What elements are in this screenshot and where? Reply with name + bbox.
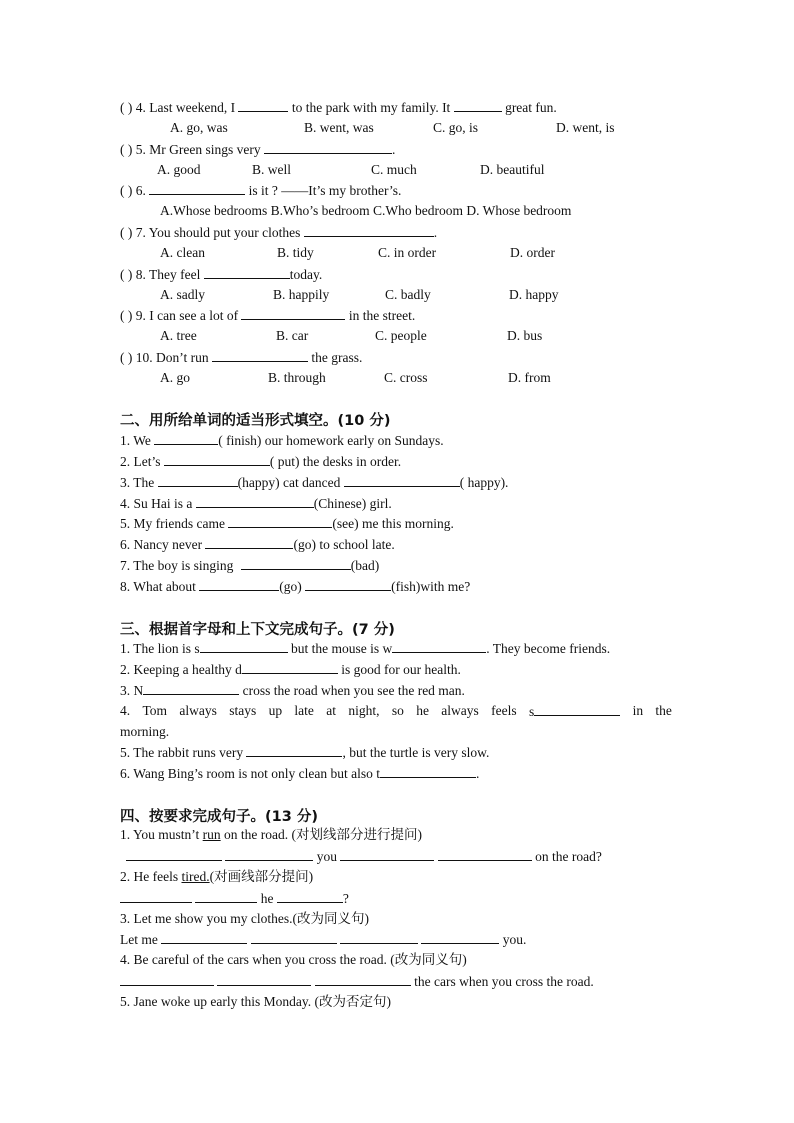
blank[interactable] xyxy=(454,99,502,112)
transform-1: 1. You mustn’t run on the road. (对划线部分进行提问) xyxy=(120,827,423,842)
option-c: C. in order xyxy=(378,245,437,260)
blank[interactable] xyxy=(392,640,486,653)
option-d: D. bus xyxy=(507,328,543,343)
answer-paren: ( ) xyxy=(120,350,133,365)
blank[interactable] xyxy=(212,349,308,362)
transform-3: 3. Let me show you my clothes.(改为同义句) xyxy=(120,911,369,926)
option-a: A. sadly xyxy=(160,287,205,302)
sentence-3: 3. N cross the road when you see the red man. xyxy=(120,683,465,698)
blank[interactable] xyxy=(380,765,476,778)
question-9: ( ) 9. I can see a lot of in the street. xyxy=(120,308,416,323)
transform-4: 4. Be careful of the cars when you cross the road. (改为同义句) xyxy=(120,952,467,967)
blank[interactable] xyxy=(304,224,434,237)
answer-line-4: the cars when you cross the road. xyxy=(120,973,594,990)
blank[interactable] xyxy=(143,682,239,695)
answer-paren: ( ) xyxy=(120,267,133,282)
answer-line-3: Let me you. xyxy=(120,932,527,947)
blank[interactable] xyxy=(204,266,290,279)
blank[interactable] xyxy=(438,848,532,861)
blank[interactable] xyxy=(241,307,345,320)
answer-paren: ( ) xyxy=(120,100,133,115)
question-8: ( ) 8. They feel today. xyxy=(120,267,323,282)
answer-line-2: he ? xyxy=(120,890,349,907)
blank[interactable] xyxy=(534,703,620,716)
blank[interactable] xyxy=(264,141,392,154)
option-c: C. much xyxy=(371,162,417,177)
question-5: ( ) 5. Mr Green sings very . xyxy=(120,142,396,157)
fill-line-8: 8. What about (go) (fish)with me? xyxy=(120,579,471,594)
underlined-word: run xyxy=(202,827,221,842)
blank[interactable] xyxy=(149,182,245,195)
blank[interactable] xyxy=(277,890,343,903)
option-a: A. good xyxy=(157,162,201,177)
blank[interactable] xyxy=(120,973,214,986)
answer-paren: ( ) xyxy=(120,225,133,240)
blank[interactable] xyxy=(195,890,257,903)
blank[interactable] xyxy=(164,453,270,466)
blank[interactable] xyxy=(154,432,218,445)
question-6: ( ) 6. is it ? ——It’s my brother’s. xyxy=(120,183,402,198)
blank[interactable] xyxy=(241,557,351,570)
fill-line-2: 2. Let’s ( put) the desks in order. xyxy=(120,454,402,469)
answer-line-1: you on the road? xyxy=(126,848,602,865)
option-c: C. people xyxy=(375,328,427,343)
answer-paren: ( ) xyxy=(120,183,133,198)
blank[interactable] xyxy=(246,744,342,757)
option-b: B. went, was xyxy=(304,120,374,135)
answer-paren: ( ) xyxy=(120,308,133,323)
option-c: C. go, is xyxy=(433,120,479,135)
blank[interactable] xyxy=(126,848,222,861)
sentence-1: 1. The lion is s but the mouse is w . They become friends. xyxy=(120,641,611,656)
blank[interactable] xyxy=(340,931,418,944)
option-b: B. car xyxy=(276,328,309,343)
option-a: A. tree xyxy=(160,328,197,343)
option-d: D. went, is xyxy=(556,120,615,135)
blank[interactable] xyxy=(251,931,337,944)
section-title-2: 二、用所给单词的适当形式填空。(10 分) xyxy=(120,413,391,429)
blank[interactable] xyxy=(305,578,391,591)
answer-paren: ( ) xyxy=(120,142,133,157)
option-b: B. through xyxy=(268,370,326,385)
blank[interactable] xyxy=(225,848,313,861)
fill-line-3: 3. The (happy) cat danced ( happy). xyxy=(120,475,509,490)
fill-line-5: 5. My friends came (see) me this morning. xyxy=(120,516,454,531)
option-d: D. beautiful xyxy=(480,162,545,177)
option-b: B. tidy xyxy=(277,245,314,260)
option-a: A. go xyxy=(160,370,190,385)
sentence-6: 6. Wang Bing’s room is not only clean but also t . xyxy=(120,766,480,781)
blank[interactable] xyxy=(344,474,460,487)
blank[interactable] xyxy=(161,931,247,944)
fill-line-6: 6. Nancy never (go) to school late. xyxy=(120,537,395,552)
blank[interactable] xyxy=(340,848,434,861)
question-4: ( ) 4. Last weekend, I to the park with my family. It great fun. xyxy=(120,100,557,115)
fill-line-1: 1. We ( finish) our homework early on Sundays. xyxy=(120,433,444,448)
blank[interactable] xyxy=(228,515,332,528)
section-title-4: 四、按要求完成句子。(13 分) xyxy=(120,809,318,825)
blank[interactable] xyxy=(205,536,293,549)
fill-line-7: 7. The boy is singing (bad) xyxy=(120,558,380,573)
option-d: D. from xyxy=(508,370,551,385)
option-a: A. clean xyxy=(160,245,205,260)
blank[interactable] xyxy=(238,99,288,112)
options-line: A.Whose bedrooms B.Who’s bedroom C.Who bedroom D. Whose bedroom xyxy=(160,203,572,218)
question-10: ( ) 10. Don’t run the grass. xyxy=(120,350,363,365)
option-b: B. happily xyxy=(273,287,330,302)
sentence-4-continued: morning. xyxy=(120,724,170,739)
option-a: A. go, was xyxy=(170,120,228,135)
blank[interactable] xyxy=(421,931,499,944)
blank[interactable] xyxy=(217,973,311,986)
fill-line-4: 4. Su Hai is a (Chinese) girl. xyxy=(120,496,392,511)
question-7: ( ) 7. You should put your clothes . xyxy=(120,225,438,240)
option-c: C. cross xyxy=(384,370,428,385)
option-d: D. happy xyxy=(509,287,559,302)
blank[interactable] xyxy=(196,495,314,508)
blank[interactable] xyxy=(242,661,338,674)
blank[interactable] xyxy=(199,578,279,591)
blank[interactable] xyxy=(158,474,238,487)
blank[interactable] xyxy=(200,640,288,653)
blank[interactable] xyxy=(315,973,411,986)
underlined-word: tired. xyxy=(181,869,210,884)
transform-2: 2. He feels tired.(对画线部分提问) xyxy=(120,869,314,884)
transform-5: 5. Jane woke up early this Monday. (改为否定句) xyxy=(120,994,391,1009)
option-c: C. badly xyxy=(385,287,431,302)
sentence-4: 4. Tom always stays up late at night, so he always feels s in the xyxy=(120,703,672,719)
sentence-2: 2. Keeping a healthy d is good for our health. xyxy=(120,662,461,677)
sentence-5: 5. The rabbit runs very , but the turtle is very slow. xyxy=(120,745,490,760)
blank[interactable] xyxy=(120,890,192,903)
option-b: B. well xyxy=(252,162,291,177)
option-d: D. order xyxy=(510,245,555,260)
section-title-3: 三、根据首字母和上下文完成句子。(7 分) xyxy=(120,622,395,638)
